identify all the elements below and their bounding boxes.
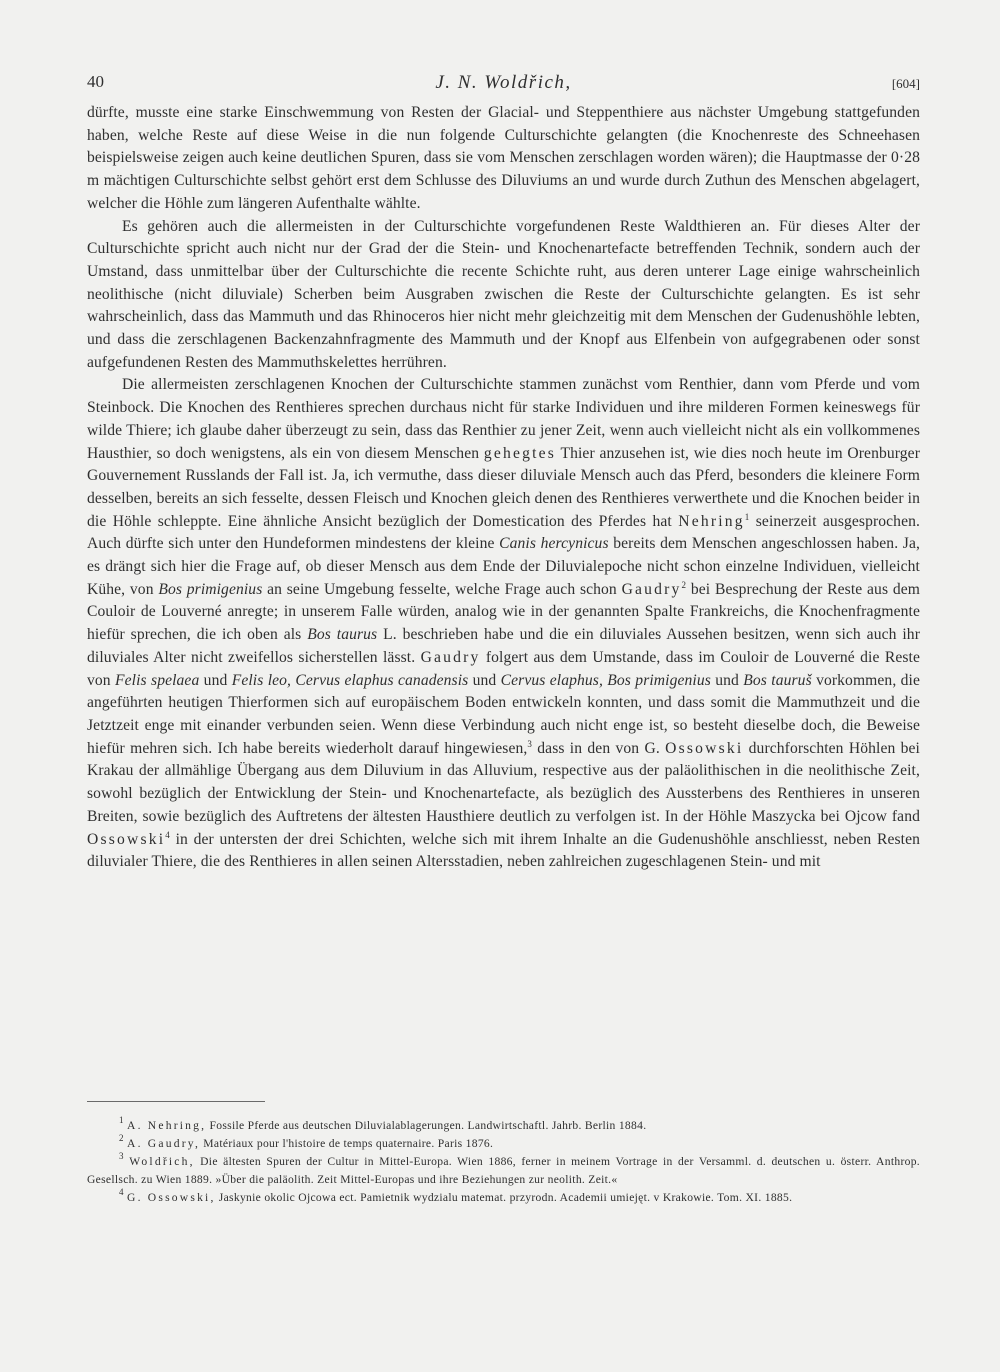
footnote-number: 1 [119, 1115, 124, 1125]
text-run: Thier anzusehen ist, wie dies noch heute im Orenburger Gouvernement Russlands der Fall ist. Ja, ich vermuthe, dass dieser diluviale Mensch auch das Pferd, besonders die kleinere Form desselben, bereits an sich fesselte, dessen Fleisch und Knochen gleich denen des Renthieres verwerthete und die Knochen beider in die Höhle schleppte. Eine ähnliche Ansicht bezüglich der Domestication des Pferdes hat [87, 444, 920, 530]
paragraph-1: dürfte, musste eine starke Einschwemmung von Resten der Glacial- und Steppenthiere aus nächster Umgebung stattgefunden haben, welche Reste auf diese Weise in die nun folgende Culturschichte gelangten (die Knochenreste des Schneehasen beispielsweise zeigen auch keine deutlichen Spuren, dass sie vom Menschen zerschlagen worden wären); die Hauptmasse der 0·28 m mächtigen Culturschichte selbst gehört erst dem Schlusse des Diluviums an und wurde durch Zuthun des Menschen abgelagert, welcher die Höhle zum längeren Aufenthalte wählte. [87, 104, 920, 212]
text-run: folgert aus dem Umstande, dass im Couloir de Louverné die Reste von [87, 648, 920, 689]
text-run: dass in den von G. [532, 739, 666, 757]
species-name: Bos tauruš [743, 671, 812, 689]
species-name: Bos taurus [307, 626, 378, 644]
bracket-page-number: [604] [891, 76, 920, 91]
text-run: durchforschten Höhlen bei Krakau der allmählige Übergang aus dem Diluvium in das Alluvium, respective aus der paläolithischen in die neolithische Zeit, sowohl bezüglich der Entwicklung der Stein- und Knochenartefacte, als bezüglich des Aussterbens des Renthieres in unseren Breiten, sowie bezüglich des Auftretens der ältesten Hausthiere deutlich zu verfolgen ist. In der Höhle Maszycka bei Ojcow fand [87, 739, 920, 825]
footnote-4 [87, 1189, 920, 1207]
author-name: Gaudry [621, 580, 682, 598]
footnote-number: 3 [119, 1151, 124, 1161]
text-run: Die allermeisten zerschlagenen Knochen der Culturschichte stammen zunächst vom Renthier, dann vom Pferde und vom Steinbock. Die Knochen des Renthieres sprechen durchaus nicht für starke Individuen und ihre milderen Formen keineswegs für wilde Thiere; ich glaube daher überzeugt zu sein, dass das Renthier zu jener Zeit, wenn auch vielleicht nicht als ein vollkommenes Hausthier, so doch wenigstens, als ein von diesem Menschen [87, 376, 920, 462]
footnote-divider [87, 1101, 265, 1102]
text-run: und [468, 671, 501, 689]
text-run: an seine Umgebung fesselte, welche Frage auch schon [262, 580, 622, 598]
footnote-number: 2 [119, 1133, 124, 1143]
footnote-text: Jaskynie okolic Ojcowa ect. Pamietnik wydzialu matemat. przyrodn. Academii umiejęt. v Krakowie. Tom. XI. 1885. [215, 1191, 793, 1204]
footnote-ref: 2 [681, 579, 687, 590]
paragraph-2: Es gehören auch die allermeisten in der Culturschichte vorgefundenen Reste Waldthieren an. Für dieses Alter der Culturschichte spricht auch nicht nur der Grad der die Stein- und Knochenartefacte betreffenden Technik, sondern auch der Umstand, dass unmittelbar über der Culturschichte die recente Schichte ruht, aus deren unterer Lage einige wahrscheinlich neolithische (nicht diluviale) Scherben beim Ausgraben zwischen die Reste der Culturschichte gelangten. Es ist sehr wahrscheinlich, dass das Mammuth und das Rhinoceros hier nicht mehr gleichzeitig mit dem Menschen der Gudenushöhle lebten, und dass die zerschlagenen Backenzahnfragmente des Mammuth und der Knopf aus Elfenbein von aufgegrabenen oder sonst aufgefundenen Resten des Mammuthskelettes herrühren. [87, 217, 920, 371]
species-name: Bos primigenius [158, 580, 263, 598]
footnote-ref: 3 [527, 738, 532, 749]
text-run: L. beschrieben habe und die ein diluviales Aussehen besitzen, wenn sich auch ihr diluviales Alter nicht zweifellos sicherstellen lässt. [87, 626, 920, 666]
text-run: vorkommen, die angeführten heutigen Thierformen sich auf europäischem Boden entwickeln konnten, und dass somit die Mammuthzeit und die Jetztzeit enge mit einander verbunden seien. Wenn diese Verbindung auch nicht enge ist, so besteht dieselbe doch, die Beweise hiefür mehren sich. Ich habe bereits wiederholt darauf hingewiesen, [87, 671, 921, 757]
footnote-text: Die ältesten Spuren der Cultur in Mittel-Europa. Wien 1886, ferner in meinem Vortrage in der Versamml. d. deutschen u. österr. Anthrop. Gesellsch. zu Wien 1889. »Über die paläolith. Zeit Mittel-Europas und ihre Beziehungen zur neolith. Zeit.« [87, 1155, 920, 1186]
text-run: bereits dem Menschen angeschlossen haben. Ja, es drängt sich hier die Frage auf, ob dieser Mensch aus dem Ende der Diluvialepoche nicht schon einzelne Individuen, vielleicht Kühe, von [87, 535, 920, 598]
paragraph-3 [87, 374, 920, 873]
running-header [87, 72, 920, 96]
footnote-number: 4 [119, 1187, 124, 1197]
author-name: Gaudry [420, 648, 481, 666]
footnote-text: Matériaux pour l'histoire de temps quaternaire. Paris 1876. [200, 1137, 494, 1150]
footnote-1 [87, 1117, 920, 1135]
author-name: Ossowski [665, 739, 744, 757]
footnote-ref: 1 [744, 511, 750, 522]
text-run: in der untersten der drei Schichten, welche sich mit ihrem Inhalte an die Gudenushöhle anschliesst, neben Resten diluvialer Thiere, die des Renthieres in allen seinen Altersstadien, neben zahlreichen zugeschlagenen Stein- und mit [87, 830, 920, 871]
author-name: Nehring [678, 512, 745, 530]
spaced-text: gehegtes [483, 444, 557, 462]
species-name: Canis hercynicus [499, 535, 609, 553]
footnote-2 [87, 1135, 920, 1153]
species-name: Felis leo, Cervus elaphus canadensis [231, 671, 469, 689]
footnote-author: Woldřich, [129, 1155, 195, 1168]
text-run: und [710, 671, 744, 689]
body-text [87, 102, 920, 874]
footnote-author: A. Gaudry, [127, 1137, 201, 1150]
footnote-author: G. Ossowski, [127, 1191, 216, 1204]
footnote-3 [87, 1153, 920, 1189]
text-run: seinerzeit ausgesprochen. Auch dürfte sich unter den Hundeformen mindestens der kleine [87, 512, 920, 553]
species-name: Cervus elaphus, Bos primigenius [500, 671, 711, 689]
author-name: Ossowski [87, 830, 166, 848]
footnote-text: Fossile Pferde aus deutschen Diluvialablagerungen. Landwirtschaftl. Jahrb. Berlin 1884. [206, 1119, 647, 1132]
text-run: und [199, 671, 232, 689]
page-number: 40 [87, 72, 104, 91]
footnotes [87, 1117, 920, 1207]
text-run: bei Besprechung der Reste aus dem Couloir de Louverné anregte; in unserem Falle würden, analog wie in der genannten Spalte Frankreichs, die Knochenfragmente hiefür sprechen, die ich oben als [87, 580, 920, 644]
footnote-ref: 4 [165, 829, 170, 840]
footnote-author: A. Nehring, [127, 1119, 207, 1132]
species-name: Felis spelaea [115, 671, 200, 689]
running-title: J. N. Woldřich, [435, 72, 572, 93]
